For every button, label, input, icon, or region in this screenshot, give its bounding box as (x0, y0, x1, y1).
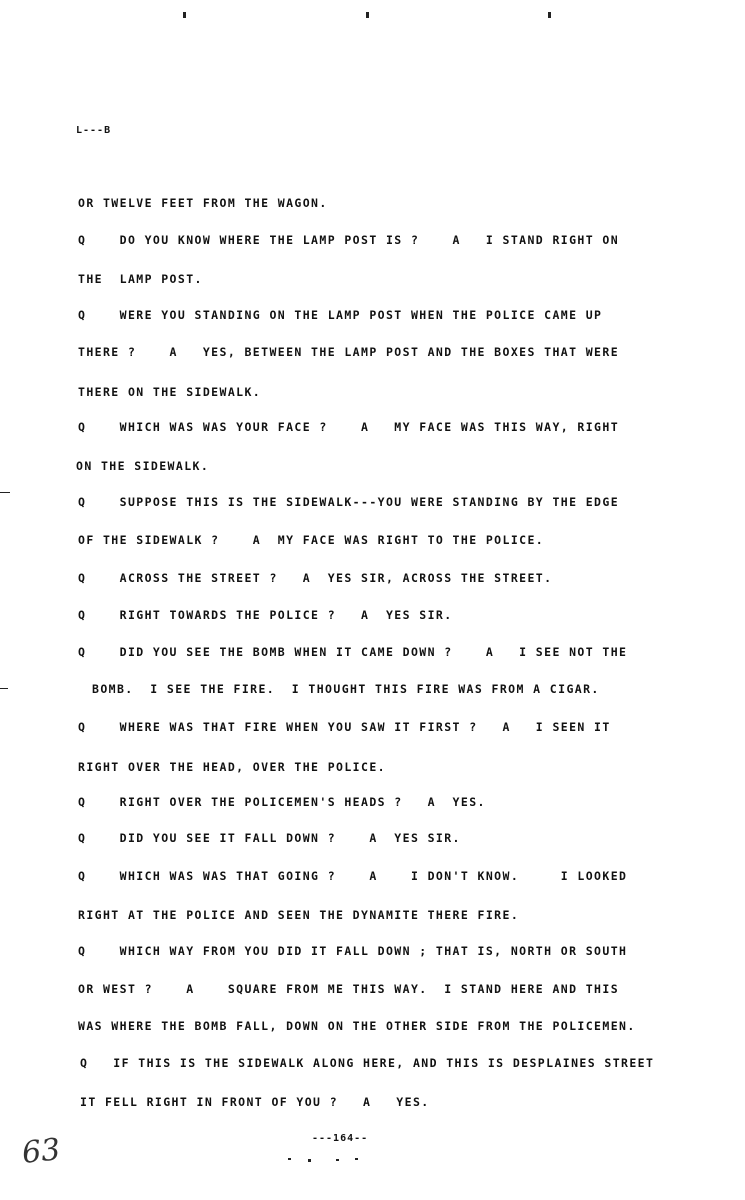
transcript-line: Q RIGHT OVER THE POLICEMEN'S HEADS ? A YES. (78, 795, 486, 809)
transcript-line: Q IF THIS IS THE SIDEWALK ALONG HERE, AND THIS IS DESPLAINES STREET (80, 1056, 655, 1070)
transcript-line: OR TWELVE FEET FROM THE WAGON. (78, 196, 328, 210)
transcript-line: Q DID YOU SEE THE BOMB WHEN IT CAME DOWN ? A I SEE NOT THE (78, 645, 628, 659)
transcript-line: IT FELL RIGHT IN FRONT OF YOU ? A YES. (80, 1095, 430, 1109)
footer-dot-1 (288, 1158, 291, 1160)
transcript-line: Q WHICH WAS WAS YOUR FACE ? A MY FACE WAS THIS WAY, RIGHT (78, 420, 620, 434)
transcript-line: RIGHT OVER THE HEAD, OVER THE POLICE. (78, 760, 386, 774)
top-mark-2 (366, 12, 369, 18)
page-number: ---164-- (312, 1133, 369, 1144)
handwritten-page-number: 63 (20, 1132, 62, 1171)
margin-mark-1 (0, 492, 10, 493)
transcript-line: Q RIGHT TOWARDS THE POLICE ? A YES SIR. (78, 608, 453, 622)
transcript-line: WAS WHERE THE BOMB FALL, DOWN ON THE OTHER SIDE FROM THE POLICEMEN. (78, 1019, 636, 1033)
transcript-line: ON THE SIDEWALK. (76, 459, 210, 473)
transcript-line: OR WEST ? A SQUARE FROM ME THIS WAY. I STAND HERE AND THIS (78, 982, 620, 996)
transcript-line: THERE ON THE SIDEWALK. (78, 385, 262, 399)
transcript-line: RIGHT AT THE POLICE AND SEEN THE DYNAMITE THERE FIRE. (78, 908, 520, 922)
page-header: L---B (76, 125, 112, 136)
transcript-line: Q WERE YOU STANDING ON THE LAMP POST WHEN THE POLICE CAME UP (78, 308, 603, 322)
footer-dot-2 (308, 1159, 311, 1162)
transcript-line: BOMB. I SEE THE FIRE. I THOUGHT THIS FIRE WAS FROM A CIGAR. (92, 682, 600, 696)
transcript-line: Q DID YOU SEE IT FALL DOWN ? A YES SIR. (78, 831, 461, 845)
margin-mark-2 (0, 688, 8, 689)
transcript-line: OF THE SIDEWALK ? A MY FACE WAS RIGHT TO THE POLICE. (78, 533, 545, 547)
footer-dot-3 (336, 1159, 339, 1161)
transcript-line: THE LAMP POST. (78, 272, 203, 286)
transcript-line: Q WHERE WAS THAT FIRE WHEN YOU SAW IT FIRST ? A I SEEN IT (78, 720, 611, 734)
transcript-line: Q SUPPOSE THIS IS THE SIDEWALK---YOU WERE STANDING BY THE EDGE (78, 495, 620, 509)
top-mark-3 (548, 12, 551, 18)
transcript-line: Q WHICH WAS WAS THAT GOING ? A I DON'T KNOW. I LOOKED (78, 869, 628, 883)
footer-dot-4 (355, 1158, 358, 1160)
transcript-line: Q DO YOU KNOW WHERE THE LAMP POST IS ? A I STAND RIGHT ON (78, 233, 620, 247)
transcript-line: Q ACROSS THE STREET ? A YES SIR, ACROSS THE STREET. (78, 571, 553, 585)
transcript-line: THERE ? A YES, BETWEEN THE LAMP POST AND THE BOXES THAT WERE (78, 345, 620, 359)
transcript-line: Q WHICH WAY FROM YOU DID IT FALL DOWN ; THAT IS, NORTH OR SOUTH (78, 944, 628, 958)
top-mark-1 (183, 12, 186, 18)
